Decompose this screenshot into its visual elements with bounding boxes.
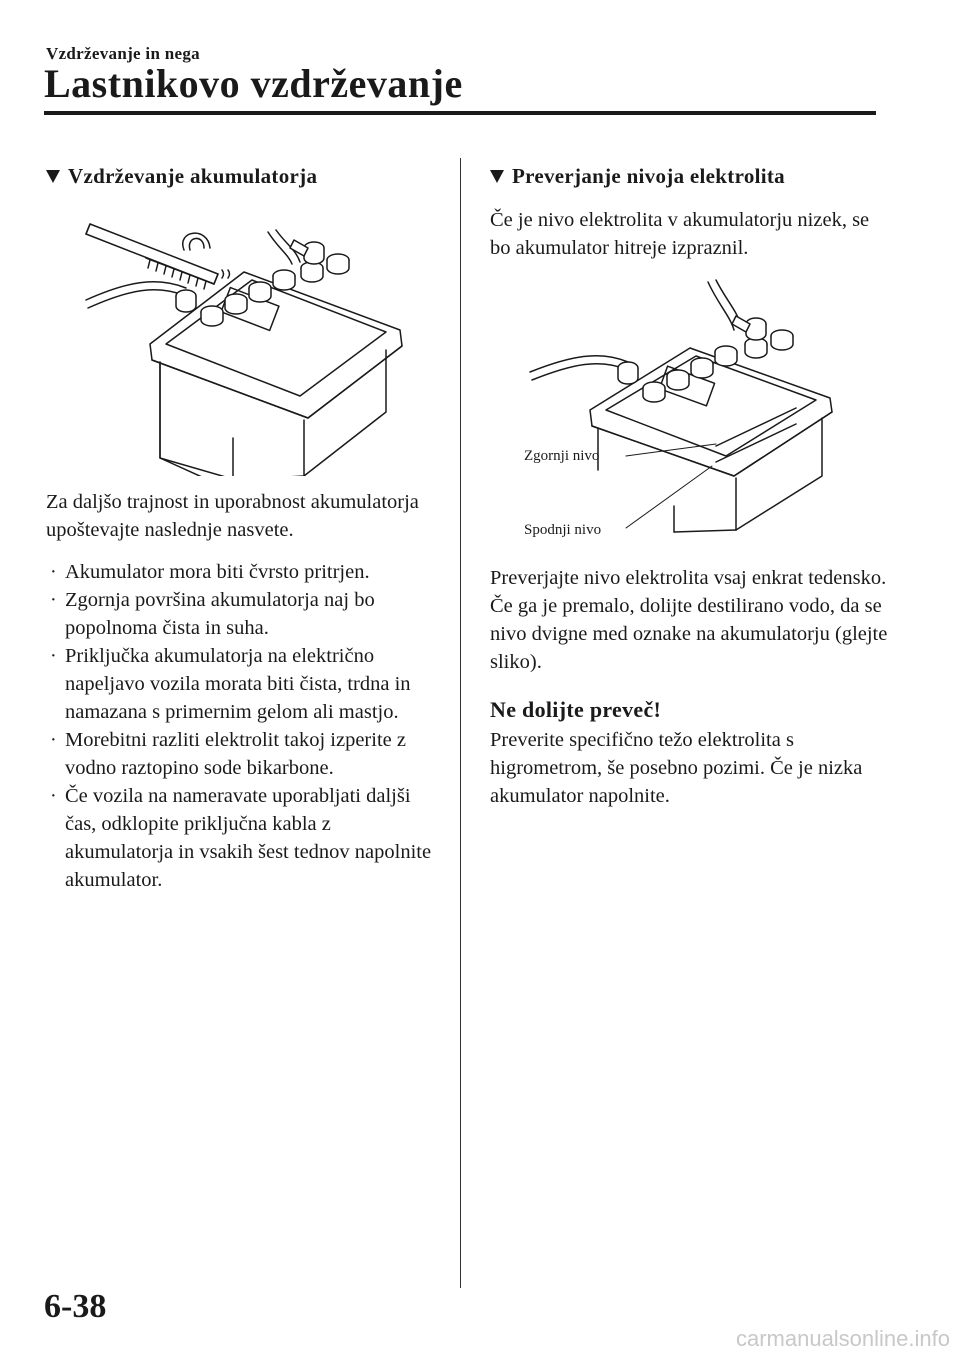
upper-level-label: Zgornji nivo — [524, 448, 600, 464]
list-item: · Zgornja površina akumulatorja naj bo popolnoma čista in suha. — [46, 586, 441, 642]
warning-heading: Ne dolijte preveč! — [490, 697, 662, 722]
left-intro-paragraph: Za daljšo trajnost in uporabnost akumulatorja upoštevajte naslednje nasvete. — [46, 491, 419, 541]
electrolyte-level-illustration — [490, 270, 890, 552]
section-label: Vzdrževanje in nega — [46, 44, 200, 63]
bullet-dot-icon: · — [50, 729, 57, 751]
battery-brush-drawing — [46, 190, 441, 476]
lower-level-label: Spodnji nivo — [524, 522, 602, 538]
bullet-dot-icon: · — [50, 589, 57, 611]
warning-paragraph: Preverite specifično težo elektrolita s higrometrom, še posebno pozimi. Če je nizka akumulator napolnite. — [490, 729, 863, 807]
right-intro-paragraph: Če je nivo elektrolita v akumulatorju nizek, se bo akumulator hitreje izpraznil. — [490, 209, 870, 259]
list-item: · Akumulator mora biti čvrsto pritrjen. — [46, 558, 441, 586]
list-item: · Priključka akumulatorja na električno napeljavo vozila morata biti čista, trdna in namazana s primernim gelom ali mastjo. — [46, 642, 441, 726]
battery-brush-illustration — [46, 190, 441, 476]
electrolite-level-heading: Preverjanje nivoja elektrolita — [490, 162, 890, 190]
bullet-dot-icon: · — [50, 645, 57, 667]
bullet-dot-icon: · — [50, 785, 57, 807]
right-column — [490, 162, 890, 810]
battery-maintenance-heading: Vzdrževanje akumulatorja — [46, 162, 441, 190]
triangle-marker-icon — [46, 170, 60, 183]
chapter-title: Lastnikovo vzdrževanje — [44, 61, 463, 106]
triangle-marker-icon — [490, 170, 504, 183]
battery-level-drawing — [490, 270, 890, 552]
watermark: carmanualsonline.info — [735, 1326, 950, 1351]
list-item: · Morebitni razliti elektrolit takoj izperite z vodno raztopino sode bikarbone. — [46, 726, 441, 782]
left-column — [46, 162, 441, 894]
title-rule — [44, 111, 876, 115]
list-item: · Če vozila na nameravate uporabljati daljši čas, odklopite priključna kabla z akumulatorja in vsakih šest tednov napolnite akumulator. — [46, 782, 441, 894]
bullet-dot-icon: · — [50, 561, 57, 583]
page-number: 6-38 — [44, 1288, 107, 1325]
right-check-paragraph: Preverjajte nivo elektrolita vsaj enkrat tedensko. Če ga je premalo, dolijte destilirano vodo, da se nivo dvigne med oznake na akumulatorju (glejte sliko). — [490, 567, 888, 673]
column-divider — [460, 158, 461, 1288]
maintenance-tips-list — [46, 558, 441, 894]
